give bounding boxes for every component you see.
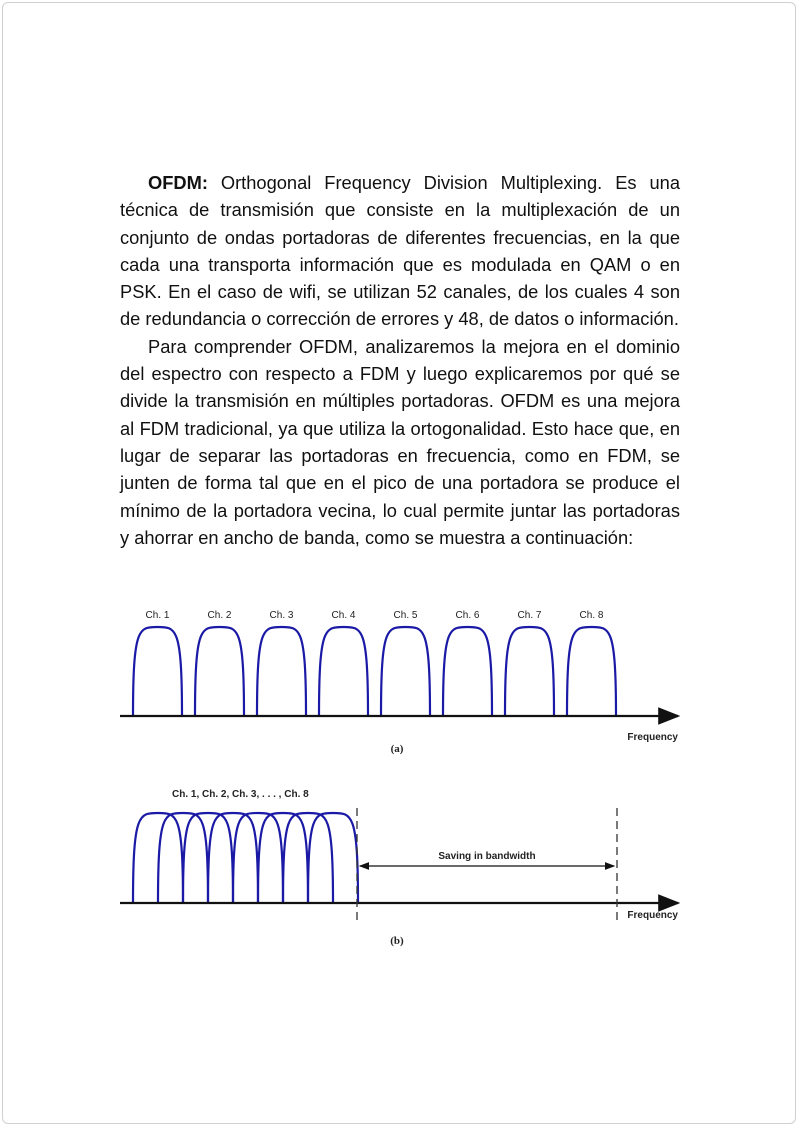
carrier-a-5	[381, 627, 430, 716]
paragraph-ofdm-explanation: Para comprender OFDM, analizaremos la mejora en el dominio del espectro con respecto a FDM y luego explicaremos por qué se divide la transmisión en múltiples portadoras. OFDM es una mejora al FDM tradicional, ya que utiliza la ortogonalidad. Esto hace que, en lugar de separar las portadoras en frecuencia, como en FDM, se junten de forma tal que en el pico de una portadora se produce el mínimo de la portadora vecina, lo cual permite juntar las portadoras y ahorrar en ancho de banda, como se muestra a continuación:	[120, 335, 680, 548]
carrier-a-8	[567, 627, 616, 716]
carrier-a-6	[443, 627, 492, 716]
channel-label-4: Ch. 4	[331, 610, 356, 621]
channel-label-1: Ch. 1	[145, 610, 170, 621]
carrier-a-1	[133, 627, 182, 716]
caption-a: (a)	[390, 743, 404, 755]
paragraph-1-text: Orthogonal Frequency Division Multiplexing. Es una técnica de transmisión que consiste en la multiplexación de un conjunto de ondas portadoras de diferentes frecuencias, en la que cada una transporta información que es modulada en QAM o en PSK. En el caso de wifi, se utilizan 52 canales, de los cuales 4 son de redundancia o corrección de errores y 48, de datos o información.	[120, 172, 680, 330]
caption-b: (b)	[390, 935, 404, 947]
carrier-a-3	[257, 627, 306, 716]
carrier-a-4	[319, 627, 368, 716]
figure-a-fdm	[120, 610, 678, 755]
saving-label: Saving in bandwidth	[438, 851, 536, 862]
carrier-a-2	[195, 627, 244, 716]
channel-label-2: Ch. 2	[207, 610, 232, 621]
frequency-label-b: Frequency	[627, 910, 678, 921]
channel-label-7: Ch. 7	[517, 610, 542, 621]
channel-label-6: Ch. 6	[455, 610, 480, 621]
carrier-a-7	[505, 627, 554, 716]
figure-b-ofdm	[120, 789, 678, 947]
channel-label-3: Ch. 3	[269, 610, 294, 621]
channel-label-5: Ch. 5	[393, 610, 418, 621]
term-ofdm: OFDM:	[148, 172, 208, 193]
frequency-label-a: Frequency	[627, 732, 678, 743]
channel-label-8: Ch. 8	[579, 610, 604, 621]
channels-label-b: Ch. 1, Ch. 2, Ch. 3, . . . , Ch. 8	[172, 789, 309, 800]
